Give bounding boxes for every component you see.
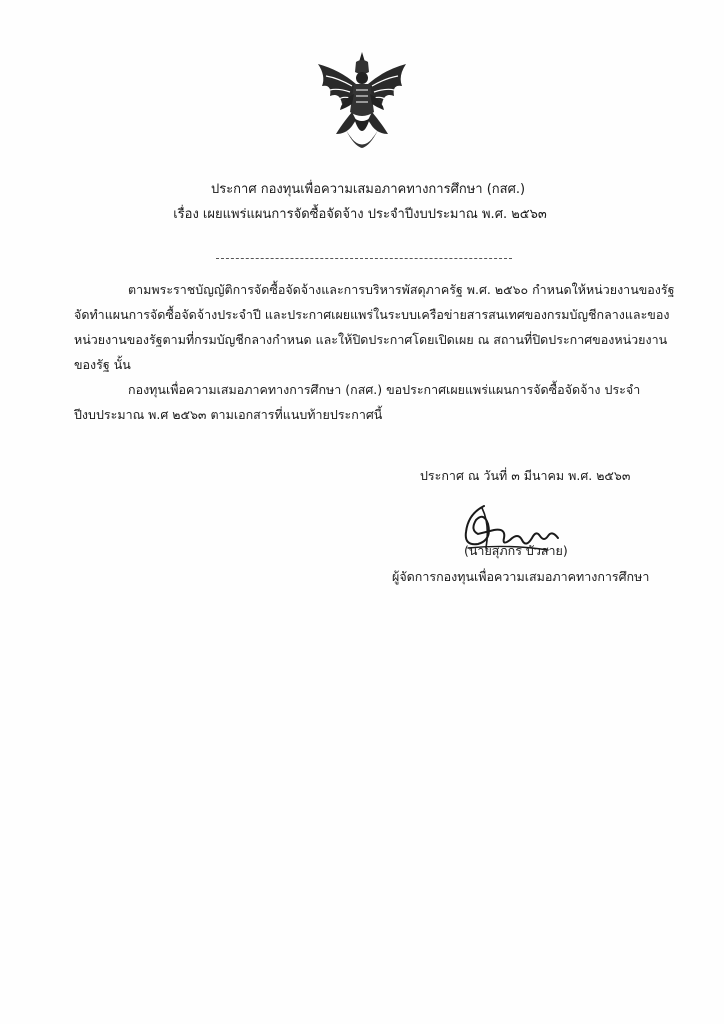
signer-title: ผู้จัดการกองทุนเพื่อความเสมอภาคทางการศึกษา	[392, 569, 650, 584]
body-line: กองทุนเพื่อความเสมอภาคทางการศึกษา (กสศ.) ขอประกาศเผยแพร่แผนการจัดซื้อจัดจ้าง ประจำ	[128, 382, 641, 397]
garuda-emblem-icon	[312, 50, 412, 160]
announcement-date: ประกาศ ณ วันที่ ๓ มีนาคม พ.ศ. ๒๕๖๓	[420, 468, 631, 483]
body-line: ปีงบประมาณ พ.ศ ๒๕๖๓ ตามเอกสารที่แนบท้ายประกาศนี้	[74, 407, 383, 422]
body-line: ของรัฐ นั้น	[74, 357, 131, 372]
dashed-divider	[216, 258, 512, 259]
announcement-title: ประกาศ กองทุนเพื่อความเสมอภาคทางการศึกษา (กสศ.)	[210, 182, 526, 197]
signer-name: (นายสุภกร บัวสาย)	[464, 543, 568, 558]
body-line: หน่วยงานของรัฐตามที่กรมบัญชีกลางกำหนด และให้ปิดประกาศโดยเปิดเผย ณ สถานที่ปิดประกาศของหน่วยงาน	[74, 332, 668, 347]
announcement-subject: เรื่อง เผยแพร่แผนการจัดซื้อจัดจ้าง ประจำปีงบประมาณ พ.ศ. ๒๕๖๓	[173, 207, 547, 222]
body-line: จัดทำแผนการจัดซื้อจัดจ้างประจำปี และประกาศเผยแพร่ในระบบเครือข่ายสารสนเทศของกรมบัญชีกลางและของ	[74, 307, 670, 322]
body-line: ตามพระราชบัญญัติการจัดซื้อจัดจ้างและการบริหารพัสดุภาครัฐ พ.ศ. ๒๕๖๐ กำหนดให้หน่วยงานของรัฐ	[128, 282, 675, 297]
